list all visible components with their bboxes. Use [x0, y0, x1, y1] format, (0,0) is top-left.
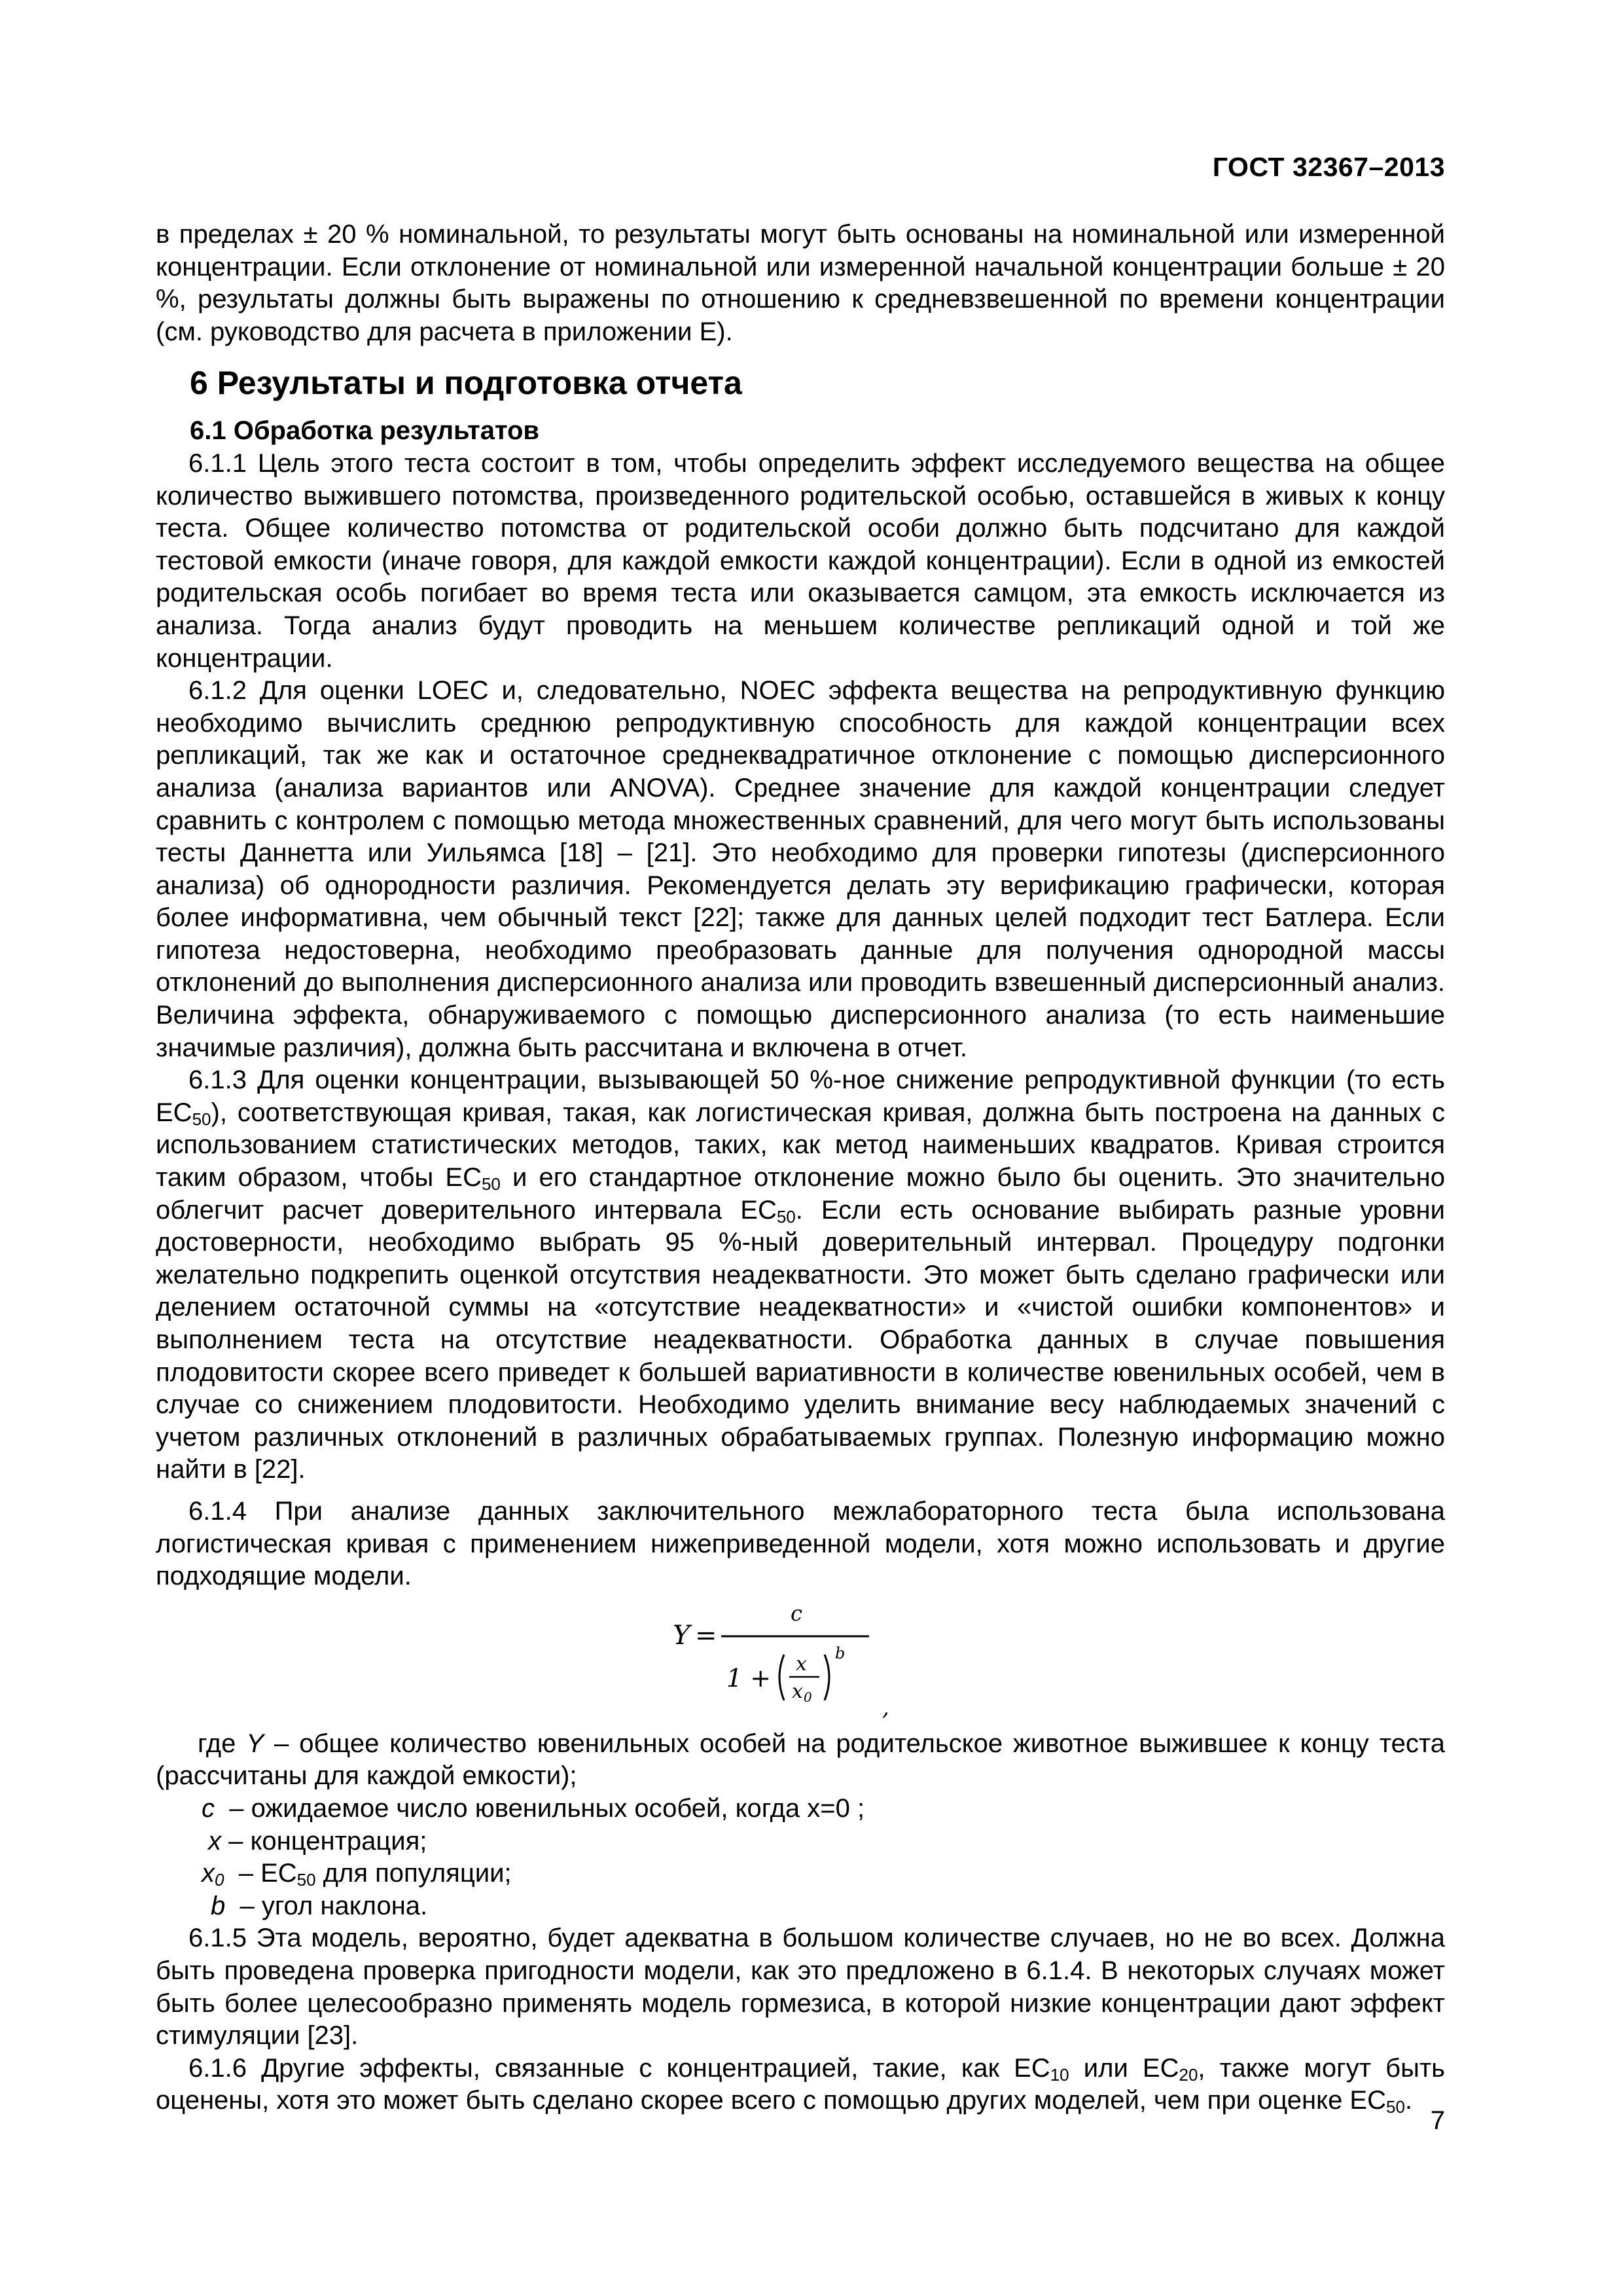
p613-sub-a: 50: [192, 1109, 211, 1129]
formula-inner-den: x: [792, 1679, 803, 1703]
standard-header: ГОСТ 32367–2013: [1212, 152, 1445, 182]
def-b-text: – угол наклона.: [240, 1891, 428, 1920]
right-paren: [825, 1655, 829, 1700]
paragraph-6-1-1: 6.1.1 Цель этого теста состоит в том, чтобы определить эффект исследуемого вещества на общее количество выжившего потомства, произведенного родительской особью, оставшейся в живых к концу теста. Общее количество потомства от родительской особи должно быть подсчитано для каждой тестовой емкости (иначе говоря, для каждой емкости каждой концентрации). Если в одной из емкостей родительская особь погибает во время теста или оказывается самцом, эта емкость исключается из анализа. Тогда анализ будут проводить на меньшем количестве репликаций одной и той же концентрации.: [156, 448, 1445, 673]
page-content: [156, 219, 1445, 2117]
formula-inner-num: x: [796, 1652, 807, 1676]
section-title: 6 Результаты и подготовка отчета: [190, 365, 742, 402]
def-y-text: – общее количество ювенильных особей на родительское животное выжившее к концу теста (рассчитаны для каждой емкости);: [156, 1729, 1445, 1791]
def-x0-text-sub: 50: [296, 1870, 316, 1890]
formula-equals: =: [695, 1620, 717, 1651]
logistic-formula: [156, 1593, 1445, 1728]
def-c-symbol: c: [202, 1793, 215, 1823]
p613-part-d: . Если есть основание выбирать разные уровни достоверности, необходимо выбрать 95 %-ный доверительный интервал. Процедуру подгонки желательно подкрепить оценкой отсутствия неадекватности. Это может быть сделано графически или делением остаточной суммы на «отсутствие неадекватности» и «чистой ошибки компонентов» и выполнением теста на отсутствие неадекватности. Обработка данных в случае повышения плодовитости скорее всего приведет к большей вариативности в количестве ювенильных особей, чем в случае со снижением плодовитости. Необходимо уделить внимание весу наблюдаемых значений с учетом различных отклонений в различных обрабатываемых группах. Полезную информацию можно найти в [22].: [156, 1195, 1445, 1484]
intro-paragraph: в пределах ± 20 % номинальной, то результаты могут быть основаны на номинальной или измеренной концентрации. Если отклонение от номинальной или измеренной начальной концентрации больше ± 20 %, результаты должны быть выражены по отношению к средневзвешенной по времени концентрации (см. руководство для расчета в приложении Е).: [156, 220, 1445, 346]
def-x0-symbol: x: [202, 1859, 215, 1888]
p616-sub-b: 20: [1179, 2064, 1198, 2085]
formula-graphic: [666, 1598, 941, 1723]
def-x-symbol: x: [208, 1826, 221, 1856]
definition-b: [156, 1890, 1445, 1923]
paragraph-6-1-4: 6.1.4 При анализе данных заключительного межлабораторного теста была использована логистическая кривая с применением нижеприведенной модели, хотя можно использовать и другие подходящие модели.: [156, 1496, 1445, 1591]
def-c-text: – ожидаемое число ювенильных особей, когда x=0 ;: [229, 1793, 865, 1823]
p616-part-a: 6.1.6 Другие эффекты, связанные с концентрацией, такие, как EC: [188, 2053, 1050, 2083]
definition-c: [156, 1793, 1445, 1825]
formula-inner-den-sub: 0: [804, 1689, 812, 1705]
formula-lhs: Y: [673, 1620, 690, 1651]
paragraph-6-1-3: [156, 1064, 1445, 1486]
p613-part-b: ), соответствующая кривая, такая, как логистическая кривая, должна быть построена на данных с использованием статистических методов, таких, как метод наименьших квадратов. Кривая строится таким образом, чтобы EC: [156, 1098, 1445, 1193]
definition-x0: [156, 1857, 1445, 1890]
p616-part-c: , также могут быть оценены, хотя это может быть сделано скорее всего с помощью других моделей, чем при оценке EC: [156, 2053, 1445, 2115]
p616-sub-c: 50: [1386, 2097, 1405, 2117]
definition-y: [156, 1728, 1445, 1793]
p616-sub-a: 10: [1050, 2064, 1069, 2085]
p616-part-b: или EC: [1069, 2053, 1179, 2083]
paragraph-6-1-5: 6.1.5 Эта модель, вероятно, будет адекватна в большом количестве случаев, но не во всех. Должна быть проведена проверка пригодности модели, как это предложено в 6.1.4. В некоторых случаях может быть более целесообразно применять модель гормезиса, в которой низкие концентрации дают эффект стимуляции [23].: [156, 1924, 1445, 2051]
def-x-text: – концентрация;: [228, 1826, 427, 1856]
p613-sub-c: 50: [776, 1206, 796, 1227]
subsection-title: 6.1 Обработка результатов: [190, 416, 540, 446]
paragraph-6-1-2: 6.1.2 Для оценки LOEC и, следовательно, NOEC эффекта вещества на репродуктивную функцию необходимо вычислить среднюю репродуктивную способность для каждой концентрации всех репликаций, так же как и остаточное среднеквадратичное отклонение с помощью дисперсионного анализа (анализа вариантов или ANOVA). Среднее значение для каждой концентрации следует сравнить с контролем с помощью метода множественных сравнений, для чего могут быть использованы тесты Даннетта или Уильямса [18] – [21]. Это необходимо для проверки гипотезы (дисперсионного анализа) об однородности различия. Рекомендуется делать эту верификацию графически, которая более информативна, чем обычный текст [22]; также для данных целей подходит тест Батлера. Если гипотеза недостоверна, необходимо преобразовать данные для получения однородной массы отклонений до выполнения дисперсионного анализа или проводить взвешенный дисперсионный анализ. Величина эффекта, обнаруживаемого с помощью дисперсионного анализа (то есть наименьшие значимые различия), должна быть рассчитана и включена в отчет.: [156, 676, 1445, 1062]
p613-part-c: и его стандартное отклонение можно было бы оценить. Это значительно облегчит расчет доверительного интервала EC: [156, 1163, 1445, 1225]
def-b-symbol: b: [211, 1891, 226, 1920]
p613-sub-b: 50: [481, 1174, 501, 1194]
formula-numerator: c: [791, 1600, 802, 1626]
paragraph-6-1-6: [156, 2053, 1445, 2117]
left-paren: [779, 1655, 784, 1700]
page-number: 7: [1430, 2106, 1445, 2135]
p613-part-a: 6.1.3 Для оценки концентрации, вызывающей 50 %-ное снижение репродуктивной функции (то есть EC: [156, 1066, 1445, 1127]
formula-exponent: b: [835, 1643, 846, 1662]
definition-x: [156, 1825, 1445, 1858]
def-x0-sub: 0: [215, 1870, 224, 1890]
def-x0-text-a: – EC: [238, 1859, 297, 1888]
formula-one-plus: 1 +: [726, 1663, 772, 1693]
def-intro: где: [198, 1729, 236, 1758]
def-y-symbol: Y: [246, 1729, 264, 1758]
formula-trailing-comma: ,: [882, 1694, 889, 1721]
def-x0-text-b: для популяции;: [315, 1859, 512, 1888]
p616-part-d: .: [1404, 2086, 1413, 2115]
